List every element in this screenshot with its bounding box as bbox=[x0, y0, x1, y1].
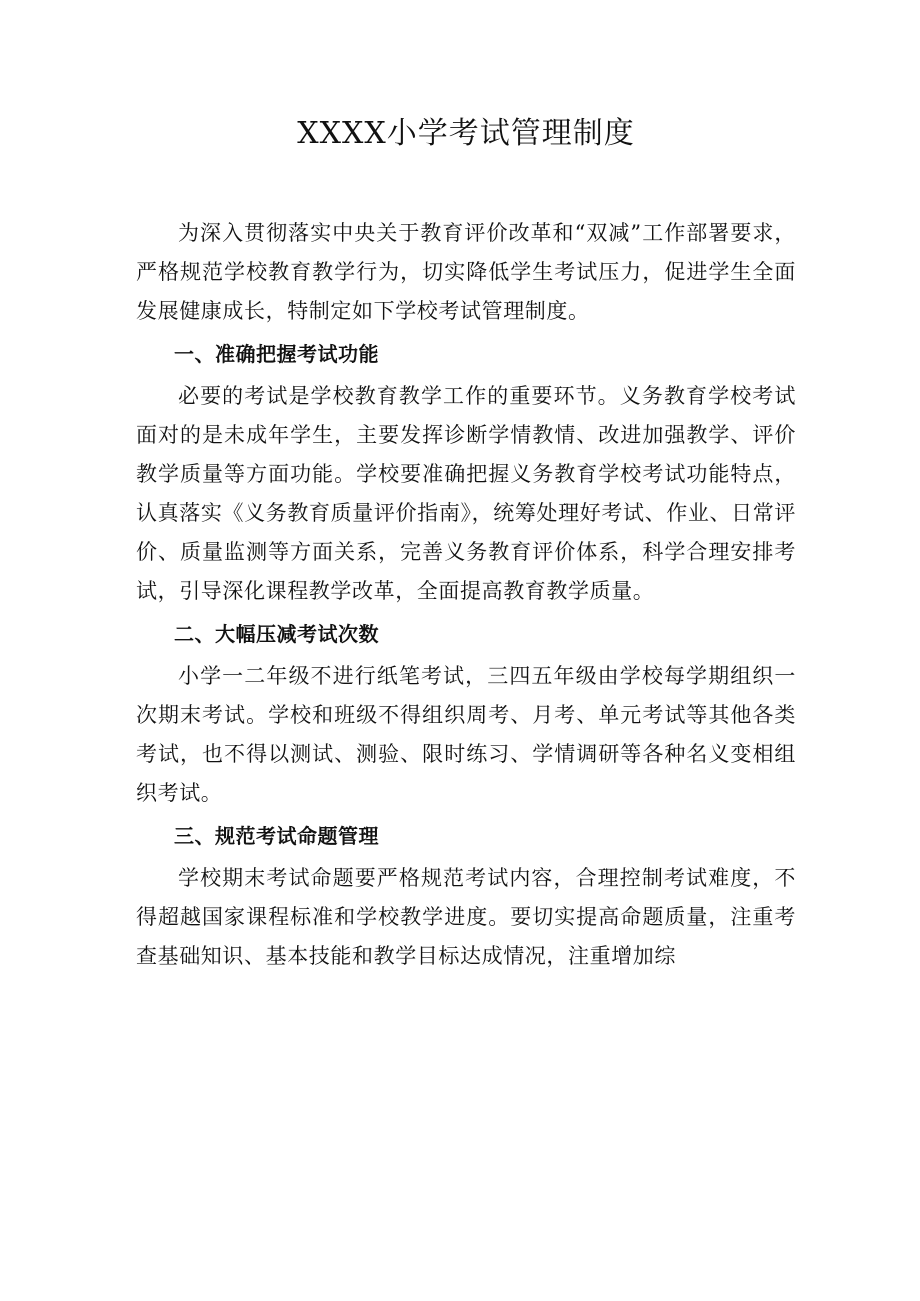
section-1 bbox=[136, 339, 796, 611]
section-paragraph: 必要的考试是学校教育教学工作的重要环节。义务教育学校考试面对的是未成年学生，主要发挥诊断学情教情、改进加强教学、评价教学质量等方面功能。学校要准确把握义务教育学校考试功能特点，认真落实《义务教育质量评价指南》，统筹处理好考试、作业、日常评价、质量监测等方面关系，完善义务教育评价体系，科学合理安排考试，引导深化课程教学改革，全面提高教育教学质量。 bbox=[136, 384, 796, 603]
intro-paragraph: 为深入贯彻落实中央关于教育评价改革和“双减”工作部署要求，严格规范学校教育教学行为，切实降低学生考试压力，促进学生全面发展健康成长，特制定如下学校考试管理制度。 bbox=[136, 221, 796, 323]
section-heading: 二、大幅压减考试次数 bbox=[174, 622, 379, 646]
section-paragraph: 学校期末考试命题要严格规范考试内容，合理控制考试难度，不得超越国家课程标准和学校教学进度。要切实提高命题质量，注重考查基础知识、基本技能和教学目标达成情况，注重增加综 bbox=[136, 866, 796, 968]
section-paragraph: 小学一二年级不进行纸笔考试，三四五年级由学校每学期组织一次期末考试。学校和班级不得组织周考、月考、单元考试等其他各类考试，也不得以测试、测验、限时练习、学情调研等各种名义变相组织考试。 bbox=[136, 664, 796, 805]
section-heading: 一、准确把握考试功能 bbox=[174, 342, 379, 366]
section-3 bbox=[136, 821, 796, 976]
document-title: XXXX小学考试管理制度 bbox=[297, 116, 635, 151]
document-body bbox=[136, 214, 796, 976]
section-2 bbox=[136, 619, 796, 813]
section-heading: 三、规范考试命题管理 bbox=[174, 824, 379, 848]
